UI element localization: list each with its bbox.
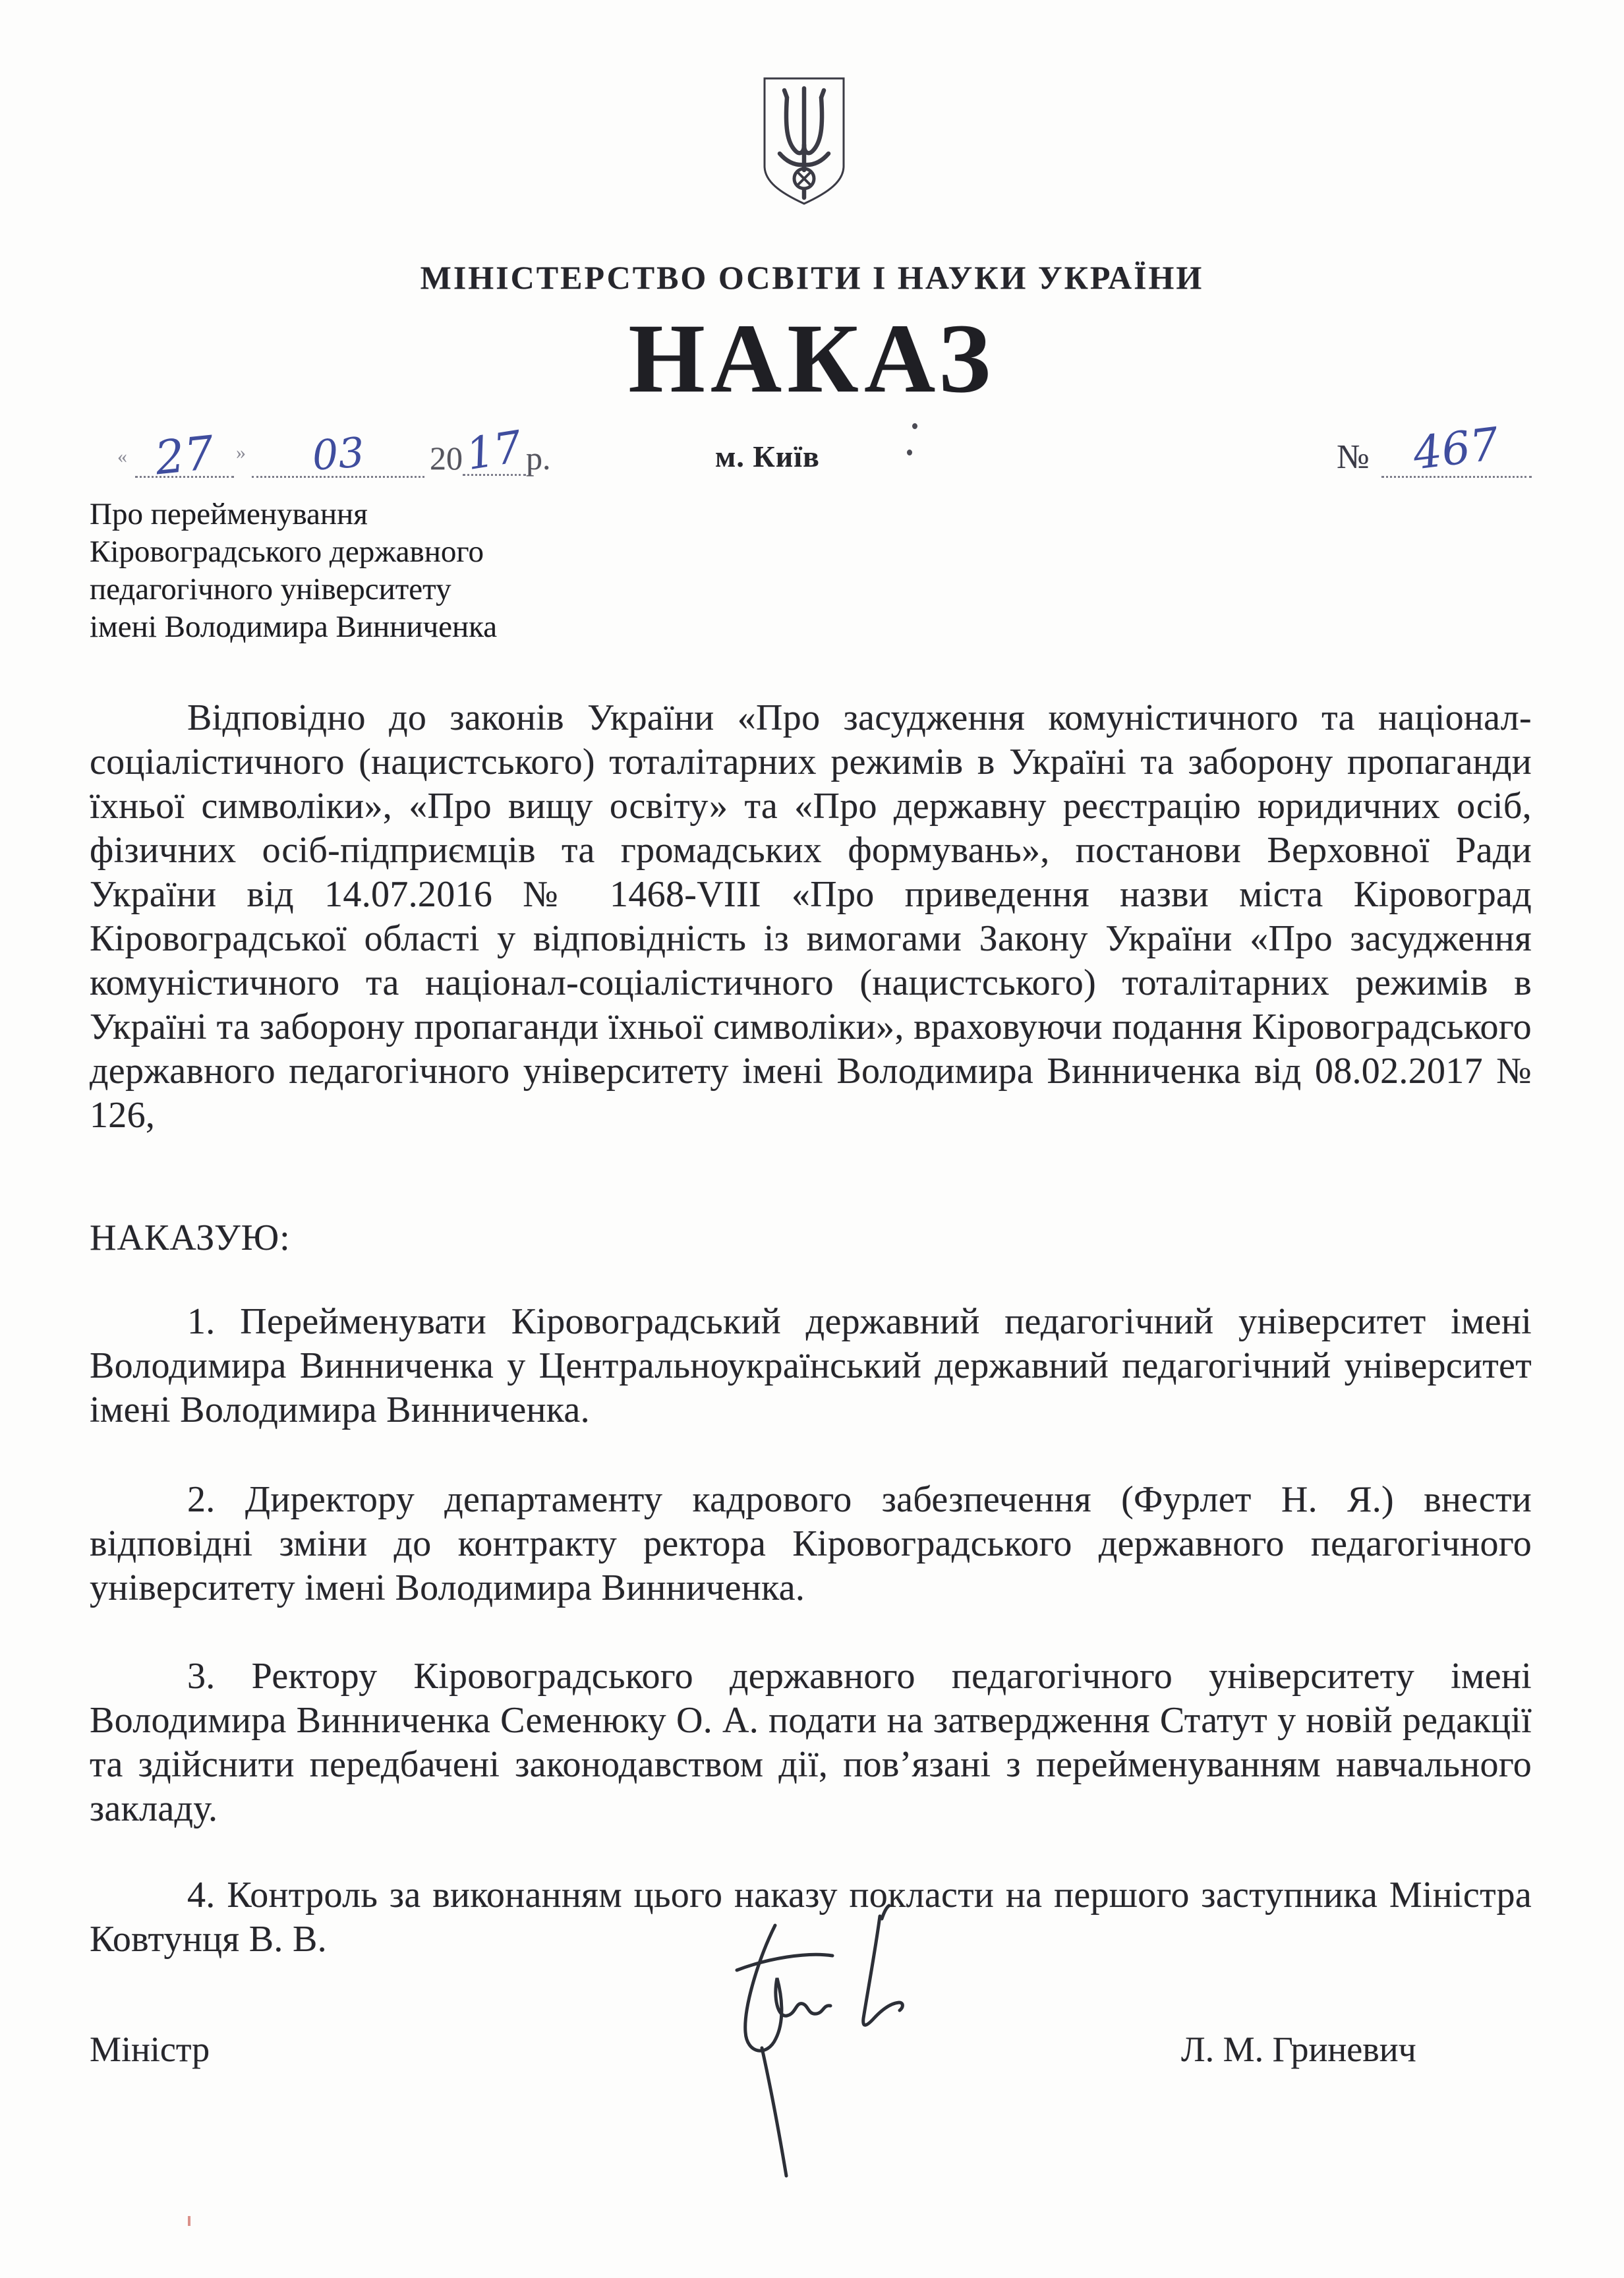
year-abbreviation: р. (526, 440, 551, 477)
scan-speck (188, 2216, 190, 2226)
subject-line: імені Володимира Винниченка (90, 610, 498, 644)
month-field (252, 415, 424, 478)
subject-line: педагогічного університету (90, 572, 451, 606)
subject-line: Про перейменування (90, 497, 368, 531)
scan-speck (912, 423, 917, 429)
minister-signature (646, 1890, 989, 2188)
subject-line: Кіровоградського державного (90, 535, 484, 569)
order-item-4: 4. Контроль за виконанням цього наказу покласти на першого заступника Міністра Ковтунця В. В. (90, 1875, 1532, 1960)
date-number-row (0, 415, 1624, 504)
day-handwritten-value: 27 (152, 425, 217, 486)
month-handwritten-value: 03 (310, 428, 366, 480)
number-sign: № (1337, 438, 1370, 476)
scan-speck (907, 450, 912, 455)
order-item-3: 3. Ректору Кіровоградського державного педагогічного університету імені Володимира Винниченка Семенюку О. А. подати на затвердження Статут у новій редакції та здійснити передбачені законодавством дії, пов’язані з перейменуванням навчального закладу. (90, 1656, 1532, 1829)
order-item-1: 1. Перейменувати Кіровоградський державний педагогічний університет імені Володимира Винниченка у Центральноукраїнський державний педагогічний університет імені Володимира Винниченка. (90, 1301, 1532, 1430)
signer-name: Л. М. Гриневич (1181, 2030, 1416, 2069)
city-label: м. Київ (715, 440, 820, 473)
order-number-field (1381, 415, 1532, 481)
day-open-quote: « (117, 446, 127, 467)
day-close-quote: » (236, 442, 246, 463)
ministry-name: МІНІСТЕРСТВО ОСВІТИ І НАУКИ УКРАЇНИ (420, 259, 1204, 296)
decree-word: НАКАЗУЮ: (90, 1217, 291, 1258)
year-handwritten-value: 17 (463, 421, 526, 481)
order-item-2: 2. Директору департаменту кадрового забезпечення (Фурлет Н. Я.) внести відповідні зміни до контракту ректора Кіровоградського державного педагогічного університету імені Володимира Винниченка. (90, 1479, 1532, 1608)
coat-of-arms-of-ukraine-icon (758, 74, 850, 209)
order-number-handwritten-value: 467 (1410, 418, 1502, 481)
document-type-title: НАКАЗ (628, 304, 996, 413)
day-field (135, 415, 234, 486)
subject-block (90, 496, 497, 646)
signer-position: Міністр (90, 2030, 210, 2069)
year-group (430, 415, 551, 481)
year-century-printed: 20 (430, 440, 463, 477)
preamble-paragraph: Відповідно до законів України «Про засудження комуністичного та націонал-соціалістичного (нацистського) тоталітарних режимів в Україні та заборону пропаганди їхньої символіки», «Про вищу освіту» та «Про державну реєстрацію юридичних осіб, фізичних осіб-підприємців та громадських формувань», постанови Верховної Ради України від 14.07.2016 № 1468-VIII «Про приведення назви міста Кіровоград Кіровоградської області у відповідність із вимогами Закону України «Про засудження комуністичного та націонал-соціалістичного (нацистського) тоталітарних режимів в Україні та заборону пропаганди їхньої символіки», враховуючи подання Кіровоградського державного педагогічного університету імені Володимира Винниченка від 08.02.2017 № 126, (90, 697, 1532, 1136)
year-field (463, 413, 526, 481)
